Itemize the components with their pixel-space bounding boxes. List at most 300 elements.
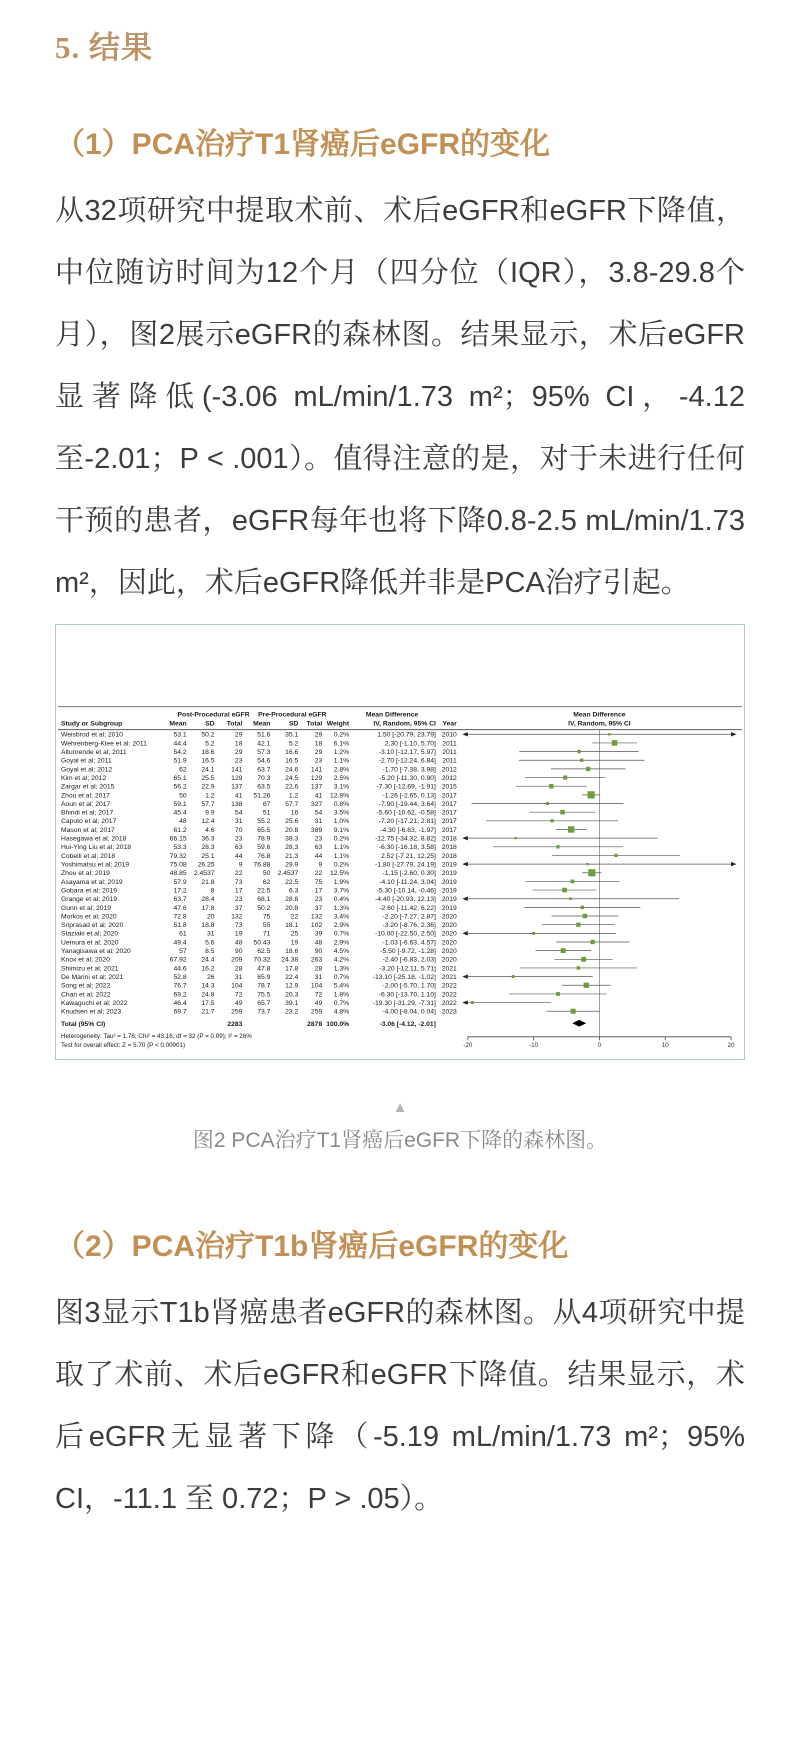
study-weight: 1.9% — [333, 878, 350, 886]
study-ci-text: -7.90 [-19.44, 3.64] — [378, 800, 436, 808]
forest-text: 26.25 — [197, 861, 215, 869]
total-ci-text: -3.06 [-4.12, -2.01] — [379, 1020, 436, 1028]
forest-text: 137 — [231, 783, 243, 791]
effect-marker — [614, 854, 617, 857]
year-column-header: Year — [442, 720, 457, 728]
forest-text: 18.6 — [201, 748, 215, 756]
study-year: 2011 — [442, 740, 457, 748]
forest-text: 69.7 — [173, 1008, 187, 1016]
forest-text: 50 — [262, 870, 271, 878]
forest-row — [61, 869, 601, 877]
study-name: Goyal et al; 2011 — [60, 757, 112, 765]
study-name: Staziaki et al; 2020 — [60, 930, 119, 938]
forest-text: 28.8 — [285, 896, 299, 904]
forest-text: 17.8 — [285, 965, 299, 973]
forest-text: 44.6 — [173, 965, 187, 973]
forest-row — [61, 965, 637, 972]
study-name: Sriprasad et al; 2020 — [60, 922, 124, 930]
study-ci-text: -1.26 [-2.65, 0.13] — [382, 792, 436, 800]
study-year: 2022 — [441, 982, 457, 990]
forest-text: 29 — [314, 731, 323, 739]
forest-text: 57 — [179, 948, 187, 956]
forest-text: 72 — [234, 991, 243, 999]
effect-marker — [561, 948, 566, 953]
study-name: Bhindi et al; 2017 — [60, 809, 114, 817]
forest-text: 55.2 — [257, 818, 271, 826]
forest-text: 1.2 — [288, 792, 299, 800]
study-year: 2023 — [441, 1008, 457, 1016]
forest-text: 73 — [234, 922, 243, 930]
study-year: 2018 — [441, 835, 457, 843]
study-name: Cobelli et al; 2018 — [60, 852, 116, 860]
forest-text: 50.43 — [253, 939, 271, 947]
study-name: Kawaguchi et al; 2022 — [60, 999, 128, 1007]
forest-text: 44 — [314, 852, 323, 860]
forest-row — [61, 957, 613, 964]
study-weight: 1.3% — [333, 904, 350, 912]
forest-text: 5.6 — [205, 939, 215, 947]
forest-text: 141 — [231, 766, 243, 774]
forest-text: Total — [306, 720, 323, 728]
forest-text: 47.8 — [257, 965, 271, 973]
forest-row — [61, 974, 593, 981]
effect-marker — [560, 810, 565, 815]
forest-row — [61, 1000, 551, 1007]
forest-text: 53.3 — [173, 844, 187, 852]
forest-row — [61, 948, 591, 955]
effect-marker — [514, 837, 516, 839]
study-name: Hui-Ying Liu et al; 2018 — [60, 844, 132, 852]
forest-text: 259 — [310, 1008, 323, 1016]
forest-text: 129 — [310, 774, 323, 782]
forest-row — [61, 991, 607, 998]
right-overflow-arrow-icon — [731, 862, 736, 866]
forest-text: 20.8 — [285, 826, 299, 834]
forest-text: 67.92 — [169, 956, 187, 964]
forest-text: 72.8 — [173, 913, 187, 921]
study-name: Knox et al; 2020 — [60, 956, 110, 964]
forest-text: 51 — [262, 809, 271, 817]
forest-text: 17.5 — [201, 999, 215, 1007]
effect-marker — [569, 897, 572, 900]
forest-text: 70 — [234, 826, 243, 834]
left-overflow-arrow-icon — [462, 1000, 467, 1004]
forest-text: Mean — [253, 720, 271, 728]
forest-text: 132 — [231, 913, 243, 921]
study-ci-text: -2.20 [-7.27, 2.87] — [382, 913, 436, 921]
forest-row — [61, 791, 600, 799]
forest-text: 17 — [234, 887, 243, 895]
study-year: 2011 — [442, 757, 457, 765]
study-year: 2017 — [441, 809, 457, 817]
forest-text: 31 — [314, 818, 323, 826]
forest-text: 76.8 — [257, 852, 271, 860]
forest-text: 22 — [290, 913, 299, 921]
forest-text: 23 — [314, 896, 323, 904]
forest-text: 42.1 — [257, 740, 271, 748]
forest-text: 75 — [262, 913, 271, 921]
forest-text: 16.5 — [201, 757, 215, 765]
study-year: 2022 — [441, 999, 457, 1007]
forest-plot-figure[interactable] — [55, 624, 745, 1060]
forest-row — [61, 749, 639, 756]
study-name: Wehrenberg-Klee et al; 2011 — [60, 740, 147, 748]
forest-row — [61, 853, 680, 860]
study-weight: 0.4% — [333, 896, 350, 904]
effect-marker — [586, 767, 590, 771]
study-weight: 0.2% — [333, 731, 350, 739]
forest-text: 14.3 — [201, 982, 215, 990]
study-year: 2020 — [441, 930, 457, 938]
forest-row — [61, 879, 619, 886]
forest-text: 67 — [262, 800, 271, 808]
forest-text: 57.7 — [201, 800, 215, 808]
forest-text: 71 — [262, 930, 271, 938]
forest-text: 8 — [210, 887, 215, 895]
study-year: 2012 — [441, 774, 457, 782]
study-name: Altunrende et al; 2011 — [60, 748, 127, 756]
study-year: 2017 — [441, 826, 457, 834]
study-year: 2017 — [441, 818, 457, 826]
forest-text: 63.5 — [257, 783, 271, 791]
left-overflow-arrow-icon — [462, 862, 467, 866]
forest-text: 263 — [310, 956, 323, 964]
forest-text: 41 — [234, 792, 243, 800]
plot-title: Mean Difference — [573, 711, 626, 719]
forest-text: 6.3 — [288, 887, 299, 895]
forest-text: 23 — [234, 835, 243, 843]
forest-text: 21.7 — [201, 1008, 215, 1016]
study-name: Grange et al; 2019 — [60, 896, 118, 904]
forest-text: 37 — [314, 904, 323, 912]
study-weight: 1.1% — [333, 852, 350, 860]
collapse-triangle-icon[interactable]: ▲ — [392, 1098, 408, 1116]
post-group-header: Post-Procedural eGFR — [177, 711, 250, 719]
study-year: 2010 — [441, 731, 457, 739]
study-ci-text: -19.30 [-31.29, -7.31] — [372, 999, 436, 1007]
effect-marker — [580, 759, 583, 762]
effect-marker — [590, 940, 594, 944]
forest-text: 45.4 — [173, 809, 187, 817]
left-overflow-arrow-icon — [462, 974, 467, 978]
forest-text: 48.85 — [169, 870, 187, 878]
forest-text: 63.7 — [257, 766, 271, 774]
forest-text: 16.6 — [285, 748, 299, 756]
forest-text: 23 — [234, 757, 243, 765]
forest-row — [61, 887, 596, 894]
plot-subtitle: IV, Random, 95% CI — [568, 720, 631, 728]
study-ci-text: 1.50 [-20.79, 23.79] — [377, 731, 436, 739]
study-weight: 0.7% — [333, 974, 350, 982]
axis-tick-label: -10 — [529, 1041, 539, 1049]
study-ci-text: -2.70 [-12.24, 6.84] — [378, 757, 436, 765]
effect-marker — [577, 966, 580, 969]
study-name: Zhou et al; 2019 — [60, 870, 110, 878]
forest-text: 20 — [207, 913, 215, 921]
study-weight: 0.7% — [333, 930, 350, 938]
forest-text: 29 — [314, 748, 323, 756]
effect-marker — [577, 750, 580, 753]
forest-text: 24.8 — [201, 991, 215, 999]
forest-text: Mean — [169, 720, 187, 728]
forest-text: 22.9 — [201, 783, 215, 791]
effect-marker — [562, 888, 567, 893]
study-name: Uemura et al; 2020 — [60, 939, 119, 947]
forest-text: 75 — [314, 878, 323, 886]
forest-text: 51.6 — [257, 731, 271, 739]
study-name: De Marini et al; 2021 — [60, 974, 124, 982]
forest-text: 28 — [314, 965, 323, 973]
forest-text: 22.5 — [285, 878, 299, 886]
effect-marker — [586, 863, 588, 865]
forest-text: 56.2 — [173, 783, 187, 791]
forest-row — [61, 931, 616, 938]
forest-text: 23 — [314, 835, 323, 843]
forest-text: 73.7 — [257, 1008, 271, 1016]
forest-text: 12.9 — [285, 982, 299, 990]
forest-text: 31 — [207, 930, 215, 938]
total-post-n: 2283 — [227, 1020, 243, 1028]
forest-text: 39 — [314, 930, 323, 938]
forest-row — [61, 913, 618, 920]
study-weight: 3.1% — [333, 783, 350, 791]
study-name: Yanagisawa et al; 2020 — [60, 948, 131, 956]
forest-text: SD — [288, 720, 299, 728]
study-ci-text: -6.30 [-16.18, 3.58] — [378, 844, 436, 852]
study-year: 2020 — [441, 913, 457, 921]
study-ci-text: -1.80 [-27.79, 24.19] — [374, 861, 436, 869]
forest-text: 31 — [234, 818, 243, 826]
forest-text: 38.3 — [285, 835, 299, 843]
forest-text: 17.2 — [173, 887, 187, 895]
forest-text: 19 — [234, 930, 243, 938]
study-year: 2018 — [441, 852, 457, 860]
forest-text: 16 — [290, 809, 299, 817]
left-overflow-arrow-icon — [462, 732, 467, 736]
left-overflow-arrow-icon — [462, 836, 467, 840]
summary-diamond — [572, 1020, 586, 1027]
forest-text: 51.8 — [173, 922, 187, 930]
study-year: 2020 — [441, 939, 457, 947]
forest-text: 78.9 — [257, 835, 271, 843]
study-weight: 2.5% — [333, 774, 350, 782]
effect-marker — [471, 1001, 474, 1004]
forest-text: 49.4 — [173, 939, 187, 947]
forest-text: 1.2 — [205, 792, 215, 800]
forest-row — [61, 922, 615, 929]
forest-text: 22 — [314, 870, 323, 878]
forest-text: 9 — [318, 861, 323, 869]
forest-text: 63 — [314, 844, 323, 852]
study-ci-text: -3.10 [-12.17, 5.97] — [378, 748, 436, 756]
section1-heading: （1）PCA治疗T1肾癌后eGFR的变化 — [55, 128, 551, 161]
study-weight: 0.7% — [333, 999, 350, 1007]
forest-text: 65.1 — [173, 774, 187, 782]
forest-text: 46.4 — [173, 999, 187, 1007]
study-ci-text: -7.20 [-17.21, 2.81] — [378, 818, 436, 826]
study-year: 2017 — [441, 800, 457, 808]
forest-text: 49 — [314, 999, 323, 1007]
forest-text: 141 — [310, 766, 323, 774]
effect-marker — [581, 957, 586, 962]
forest-text: 25.1 — [201, 852, 215, 860]
forest-row — [61, 896, 679, 903]
forest-text: 57.9 — [173, 878, 187, 886]
study-weight: 2.8% — [333, 766, 350, 774]
forest-text: 21.3 — [285, 852, 299, 860]
study-year: 2012 — [441, 766, 457, 774]
forest-text: 20.3 — [285, 991, 299, 999]
forest-text: 52.8 — [173, 974, 187, 982]
forest-text: 31 — [314, 974, 323, 982]
forest-text: 50.2 — [257, 904, 271, 912]
forest-text: 35.1 — [285, 731, 299, 739]
forest-text: 104 — [310, 982, 323, 990]
study-year: 2019 — [441, 904, 457, 912]
study-weight: 1.1% — [333, 757, 350, 765]
effect-marker — [512, 975, 515, 978]
forest-text: 48 — [179, 818, 187, 826]
study-year: 2020 — [441, 956, 457, 964]
study-name: Hasegawa et al; 2018 — [60, 835, 127, 843]
study-weight: 2.9% — [333, 939, 350, 947]
effect-marker — [550, 819, 553, 822]
forest-text: 25.5 — [201, 774, 215, 782]
forest-text: 61.2 — [173, 826, 187, 834]
forest-text: 5.2 — [288, 740, 299, 748]
study-ci-text: -1.15 [-2.60, 0.30] — [382, 870, 436, 878]
study-name: Knudsen et al; 2023 — [60, 1008, 122, 1016]
study-year: 2019 — [441, 870, 457, 878]
forest-text: 41 — [314, 792, 323, 800]
study-weight: 5.4% — [333, 982, 350, 990]
effect-marker — [568, 826, 574, 832]
forest-text: 17 — [314, 887, 323, 895]
forest-text: 44 — [234, 852, 243, 860]
study-weight: 3.5% — [333, 809, 350, 817]
forest-row — [61, 905, 640, 912]
study-ci-text: -5.50 [-9.72, -1.28] — [380, 948, 436, 956]
forest-text: 23 — [234, 896, 243, 904]
effect-marker — [588, 791, 595, 798]
forest-text: 29 — [234, 748, 243, 756]
forest-text: 76.7 — [173, 982, 187, 990]
study-ci-text: -7.30 [-12.69, -1.91] — [376, 783, 436, 791]
forest-text: 24.5 — [285, 774, 299, 782]
axis-tick-label: 20 — [727, 1041, 735, 1049]
forest-text: 68.1 — [257, 896, 271, 904]
study-year: 2017 — [441, 792, 457, 800]
section2-paragraph: 图3显示T1b肾癌患者eGFR的森林图。从4项研究中提取了术前、术后eGFR和eGFR下降值。结果显示，术后eGFR无显著下降（-5.19 mL/min/1.73 m²；95% CI，-11.1 至 0.72；P > .05）。 — [55, 1296, 745, 1515]
forest-text: 29 — [234, 731, 243, 739]
forest-text: 65.9 — [257, 974, 271, 982]
forest-text: 4.6 — [205, 826, 215, 834]
effect-marker — [608, 733, 610, 735]
study-ci-text: -3.20 [-12.11, 5.71] — [379, 965, 436, 973]
forest-text: 90 — [314, 948, 323, 956]
forest-text: 28.4 — [201, 896, 215, 904]
weight-column-header: Weight — [326, 720, 350, 728]
forest-text: 53.1 — [173, 731, 187, 739]
forest-text: 16.2 — [201, 965, 215, 973]
study-year: 2015 — [441, 783, 457, 791]
study-ci-text: -2.40 [-6.83, 2.03] — [382, 956, 436, 964]
effect-marker — [546, 802, 549, 805]
total-weight: 100.0% — [326, 1020, 350, 1028]
study-weight: 3.4% — [333, 913, 350, 921]
axis-tick-label: 10 — [661, 1041, 669, 1049]
forest-text: 57.3 — [257, 748, 271, 756]
study-ci-text: -2.00 [-5.70, 1.70] — [382, 982, 436, 990]
study-ci-text: -1.03 [-6.63, 4.57] — [382, 939, 436, 947]
left-overflow-arrow-icon — [462, 931, 467, 935]
forest-text: 18.8 — [201, 922, 215, 930]
study-ci-text: -10.00 [-22.50, 2.50] — [374, 930, 436, 938]
forest-text: 209 — [231, 956, 243, 964]
forest-text: 37 — [234, 904, 243, 912]
effect-marker — [532, 932, 535, 935]
forest-text: 70.32 — [253, 956, 271, 964]
study-year: 2019 — [441, 896, 457, 904]
effect-marker — [576, 923, 580, 927]
study-year: 2019 — [441, 878, 457, 886]
forest-text: 21.8 — [201, 878, 215, 886]
forest-text: 57.7 — [285, 800, 299, 808]
forest-row — [61, 758, 644, 765]
study-weight: 0.2% — [333, 835, 350, 843]
study-ci-text: 2.52 [-7.21, 12.25] — [380, 852, 436, 860]
study-year: 2021 — [441, 965, 457, 973]
forest-text: 65.7 — [257, 999, 271, 1007]
overall-effect-note: Test for overall effect: Z = 5.70 (P < 0.00001) — [60, 1041, 186, 1049]
study-year: 2019 — [441, 887, 457, 895]
forest-row — [61, 1009, 600, 1016]
study-ci-text: -2.60 [-11.42, 6.22] — [379, 904, 436, 912]
forest-text: 65.5 — [257, 826, 271, 834]
study-ci-text: -4.00 [-8.04, 0.04] — [382, 1008, 436, 1016]
ci-column-header: IV, Random, 95% CI — [373, 720, 436, 728]
forest-text: 23 — [314, 757, 323, 765]
forest-text: 50 — [179, 792, 187, 800]
forest-text: 75.5 — [257, 991, 271, 999]
forest-text: 138 — [231, 800, 243, 808]
forest-text: 55 — [262, 922, 271, 930]
forest-text: 102 — [310, 922, 323, 930]
study-ci-text: -5.60 [-10.62, -0.58] — [376, 809, 436, 817]
forest-text: 26 — [207, 974, 215, 982]
forest-text: 48 — [314, 939, 323, 947]
study-weight: 1.2% — [333, 748, 350, 756]
section1-paragraph: 从32项研究中提取术前、术后eGFR和eGFR下降值，中位随访时间为12个月（四分位（IQR），3.8-29.8个月），图2展示eGFR的森林图。结果显示，术后eGFR显著降低(-3.06 mL/min/1.73 m²；95% CI，-4.12至-2.01；P < .001）。值得注意的是，对于未进行任何干预的患者，eGFR每年也将下降0.8-2.5 mL/min/1.73 m²，因此，术后eGFR降低并非是PCA治疗引起。 — [55, 195, 745, 599]
forest-text: 18 — [234, 740, 243, 748]
forest-text: 2.4537 — [277, 870, 299, 878]
forest-text: 104 — [231, 982, 243, 990]
forest-text: 54 — [314, 809, 323, 817]
forest-text: 17.8 — [201, 904, 215, 912]
total-label: Total (95% CI) — [60, 1020, 106, 1028]
results-heading: 5. 结果 — [55, 30, 153, 65]
forest-text: 28.3 — [285, 844, 299, 852]
forest-text: 36.3 — [201, 835, 215, 843]
forest-text: 137 — [310, 783, 323, 791]
effect-marker — [549, 784, 553, 788]
forest-text: 72 — [314, 991, 323, 999]
forest-text: 8.5 — [205, 948, 215, 956]
effect-marker — [612, 740, 618, 746]
forest-text: 90 — [234, 948, 243, 956]
forest-text: 18.6 — [285, 948, 299, 956]
forest-text: 51.26 — [253, 792, 271, 800]
